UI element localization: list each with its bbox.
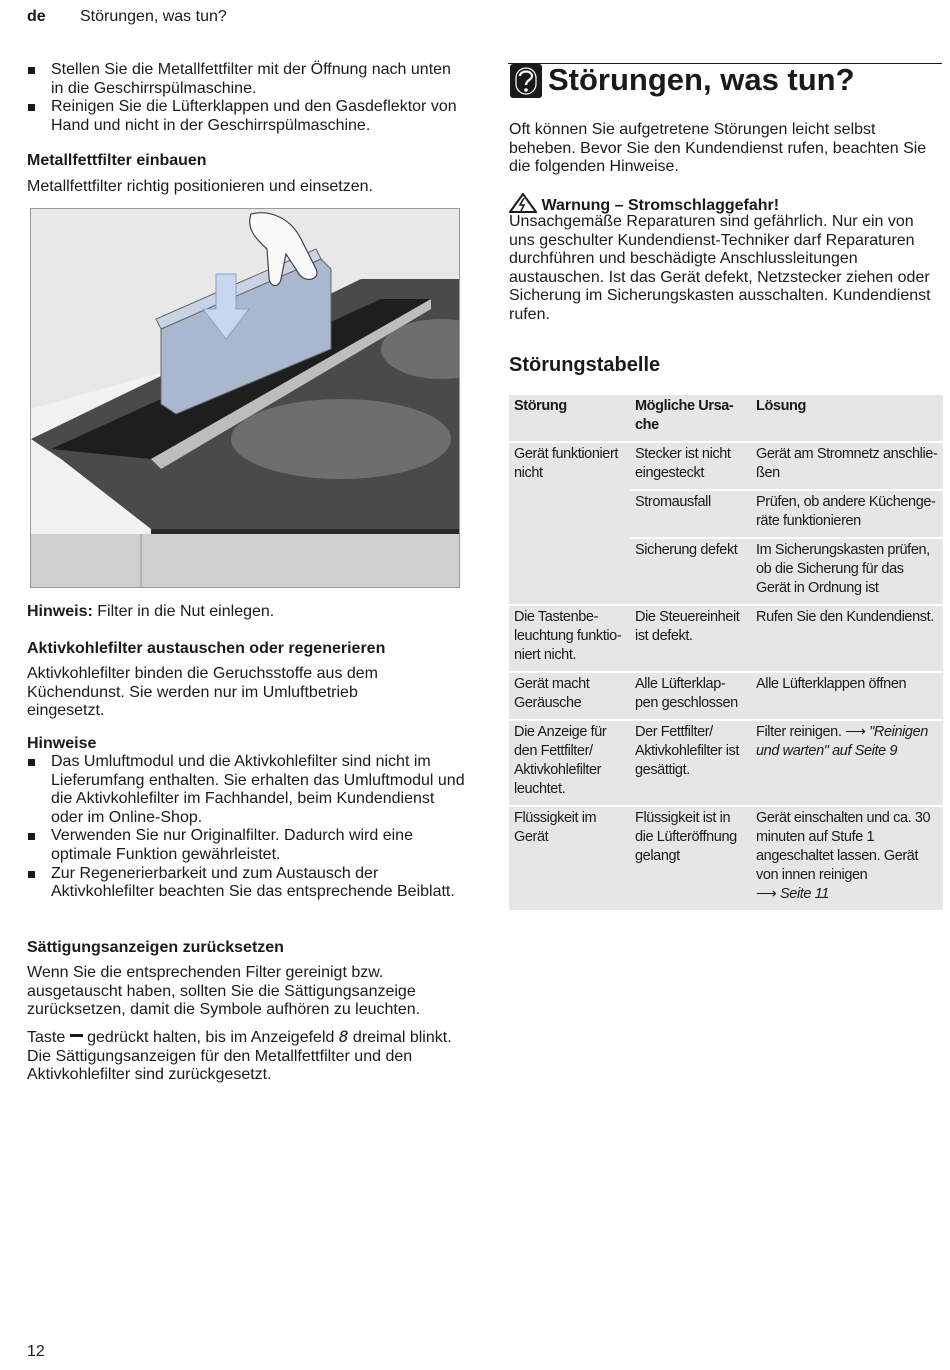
table-row [509, 442, 943, 490]
cell-ursache: Die Steuereinheit ist defekt. [630, 605, 751, 672]
hinweise-list-wrap [27, 753, 467, 902]
warning-triangle-icon [509, 193, 537, 213]
col-header-loesung: Lösung [756, 398, 806, 414]
cell-ursache: Alle Lüfterklap-pen geschlossen [630, 672, 751, 720]
table-row [509, 720, 943, 806]
aktivkohle-text: Aktivkohlefilter binden die Geruchsstoffe aus dem Küchendunst. Sie werden nur im Umluftbetrieb eingesetzt. [27, 665, 379, 720]
page-reference-link[interactable]: "Reinigen und warten" auf Seite 9 [756, 724, 928, 759]
saettigung-text-2c: dreimal blinkt. Die Sättigungsanzeigen für den Metallfettfilter und den Aktivkohlefilter sind zurückgesetzt. [27, 1029, 452, 1084]
filter-installation-illustration [30, 208, 460, 588]
hinweise-heading: Hinweise [27, 735, 97, 752]
saettigung-text-1: Wenn Sie die entsprechenden Filter gereinigt bzw. ausgetauscht haben, sollten Sie die Sättigungsanzeige zurücksetzen, damit die Symbole aufhören zu leuchten. [27, 964, 421, 1019]
col-header-stoerung: Störung [514, 398, 567, 414]
table-title: Störungstabelle [509, 354, 661, 376]
cell-ursache: Stecker ist nicht eingesteckt [630, 442, 751, 490]
question-icon-glyph [515, 67, 537, 95]
cell-ursache: Flüssigkeit ist in die Lüfteröffnung gelangt [630, 806, 751, 910]
page-reference-link[interactable]: Seite 11 [780, 886, 829, 902]
hinweise-item: Das Umluftmodul und die Aktivkohlefilter sind nicht im Lieferumfang enthalten. Sie erhalten das Umluftmodul und die Aktivkohlefilter im Fachhandel, beim Kundendienst oder im Online-Shop. [27, 753, 467, 827]
hinweis-note [27, 603, 274, 622]
cell-loesung: Rufen Sie den Kundendienst. [751, 605, 943, 672]
language-code: de [27, 8, 46, 25]
table-header-row [509, 395, 943, 442]
aktivkohle-heading: Aktivkohlefilter austauschen oder regenerieren [27, 640, 386, 657]
warning-title-row [509, 193, 941, 215]
metallfilter-text: Metallfettfilter richtig positionieren und einsetzen. [27, 178, 373, 195]
hinweise-item: Verwenden Sie nur Originalfilter. Dadurch wird eine optimale Funktion gewährleistet. [27, 827, 467, 864]
cell-loesung: Prüfen, ob andere Küchenge-räte funktionieren [751, 490, 943, 538]
hinweise-item: Zur Regenerierbarkeit und zum Austausch der Aktivkohlefilter beachten Sie das entsprechende Beiblatt. [27, 865, 467, 902]
saettigung-heading: Sättigungsanzeigen zurücksetzen [27, 939, 284, 956]
question-icon [510, 64, 542, 98]
cell-loesung: Alle Lüfterklappen öffnen [751, 672, 943, 720]
cell-stoerung: Gerät macht Geräusche [509, 672, 630, 720]
illustration-drawing [31, 209, 459, 587]
bullet-item: Stellen Sie die Metallfettfilter mit der Öffnung nach unten in die Geschirrspülmaschine. [27, 61, 467, 98]
cell-ursache: Der Fettfilter/ Aktivkohlefilter ist gesättigt. [630, 720, 751, 806]
minus-key-icon [70, 1034, 83, 1037]
cell-stoerung: Die Tastenbe-leuchtung funktio-niert nicht. [509, 605, 630, 672]
cell-stoerung: Die Anzeige für den Fettfilter/ Aktivkohlefilter leuchtet. [509, 720, 630, 806]
table-row [509, 605, 943, 672]
col-header-ursache: Mögliche Ursa-che [635, 398, 734, 433]
cell-ursache: Stromausfall [630, 490, 751, 538]
cell-ursache: Sicherung defekt [630, 538, 751, 605]
display-glyph: 8 [338, 1027, 349, 1046]
cell-stoerung: Gerät funktioniert nicht [509, 442, 630, 605]
page-number: 12 [27, 1343, 45, 1360]
cell-stoerung: Flüssigkeit im Gerät [509, 806, 630, 910]
saettigung-text-2b: gedrückt halten, bis im Anzeigefeld [82, 1029, 339, 1046]
metallfilter-heading: Metallfettfilter einbauen [27, 152, 207, 169]
bullet-item: Reinigen Sie die Lüfterklappen und den Gasdeflektor von Hand und nicht in der Geschirrspülmaschine. [27, 98, 467, 135]
table-row [509, 806, 943, 910]
loesung-text: Gerät einschalten und ca. 30 minuten auf Stufe 1 angeschaltet lassen. Gerät von innen reinigen [756, 810, 931, 883]
warning-title: Warnung – Stromschlaggefahr! [541, 197, 780, 214]
saettigung-text-2 [27, 1028, 462, 1085]
saettigung-text-2a: Taste [27, 1029, 70, 1046]
warning-text: Unsachgemäße Reparaturen sind gefährlich. Nur ein von uns geschulter Kundendienst-Techniker darf Reparaturen durchführen und beschädigte Anschlussleitungen austauschen. Ist das Gerät defekt, Netzstecker ziehen oder Sicherung im Sicherungskasten ausschalten. Kundendienst rufen. [509, 213, 931, 323]
arrow-icon: ⟶ [845, 724, 866, 740]
hinweis-label: Hinweis: [27, 603, 93, 620]
loesung-text: Filter reinigen. [756, 724, 846, 740]
intro-text: Oft können Sie aufgetretene Störungen leicht selbst beheben. Bevor Sie den Kundendienst rufen, beachten Sie die folgenden Hinweise. [509, 121, 927, 176]
left-column [27, 61, 467, 135]
trouble-table [509, 395, 943, 910]
hinweis-text: Filter in die Nut einlegen. [92, 603, 275, 620]
cleaning-bullets [27, 61, 467, 135]
table-row [509, 672, 943, 720]
cell-loesung [751, 806, 943, 910]
running-header-title: Störungen, was tun? [80, 8, 227, 25]
arrow-icon: ⟶ [756, 886, 777, 902]
cell-loesung: Gerät am Stromnetz anschlie-ßen [751, 442, 943, 490]
cell-loesung [751, 720, 943, 806]
cell-loesung: Im Sicherungskasten prüfen, ob die Sicherung für das Gerät in Ordnung ist [751, 538, 943, 605]
section-main-title: Störungen, was tun? [548, 62, 855, 97]
hinweise-list [27, 753, 467, 902]
